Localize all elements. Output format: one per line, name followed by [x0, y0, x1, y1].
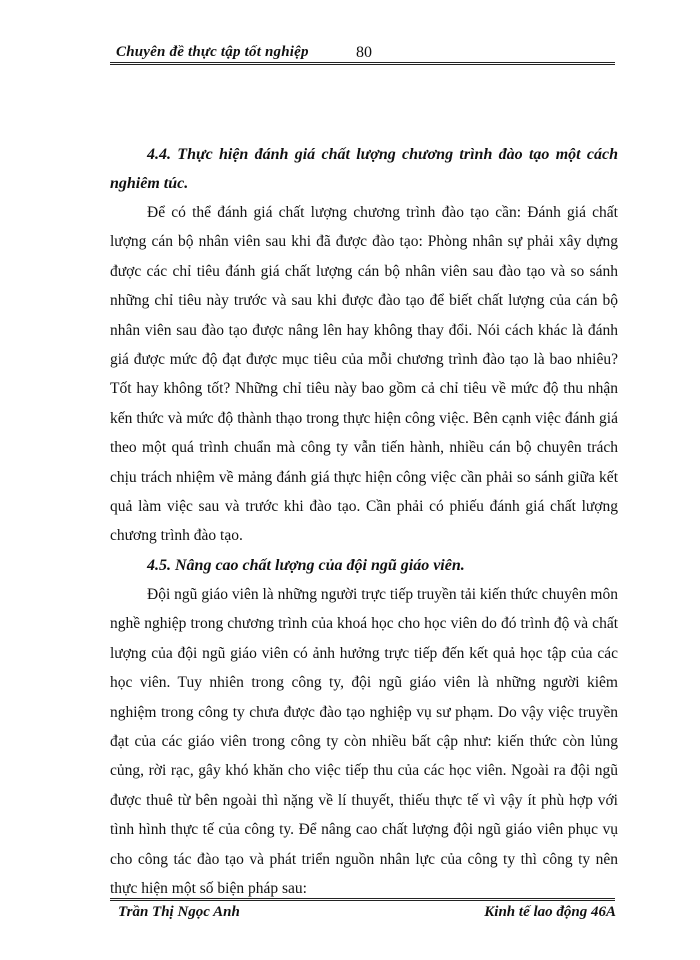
footer-author: Trần Thị Ngọc Anh: [118, 904, 240, 920]
footer-divider: [110, 898, 615, 901]
section-heading: 4.5. Nâng cao chất lượng của đội ngũ giáo viên.: [147, 556, 465, 574]
section-paragraph: Đội ngũ giáo viên là những người trực tiếp truyền tải kiến thức chuyên môn nghề nghiệp trong chương trình của khoá học cho học viên do đó trình độ và chất lượng của đội ngũ giáo viên có ảnh hưởng trực tiếp đến kết quả học tập của các học viên. Tuy nhiên trong công ty, đội ngũ giáo viên là những người kiêm nghiệm trong công ty chưa được đào tạo nghiệp vụ sư phạm. Do vậy việc truyền đạt của các giáo viên trong công ty còn nhiều bất cập như: kiến thức còn lủng củng, rời rạc, gây khó khăn cho việc tiếp thu của các học viên. Ngoài ra đội ngũ được thuê từ bên ngoài thì nặng về lí thuyết, thiếu thực tế vì vậy ít phù hợp với tình hình thực tế của công ty. Để nâng cao chất lượng đội ngũ giáo viên phục vụ cho công tác đào tạo và phát triển nguồn nhân lực của công ty thì công ty nên thực hiện một số biện pháp sau:: [110, 585, 618, 897]
section-heading: 4.4. Thực hiện đánh giá chất lượng chương trình đào tạo một cách nghiêm túc.: [110, 146, 618, 192]
section-paragraph: Để có thể đánh giá chất lượng chương trình đào tạo cần: Đánh giá chất lượng cán bộ nhân viên sau khi đã được đào tạo: Phòng nhân sự phải xây dựng được các chỉ tiêu đánh giá chất lượng cán bộ nhân viên sau đào tạo và so sánh những chỉ tiêu này trước và sau khi được đào tạo để biết chất lượng của cán bộ nhân viên sau đào tạo được nâng lên hay không thay đổi. Nói cách khác là đánh giá được mức độ đạt được mục tiêu của mỗi chương trình đào tạo là bao nhiêu? Tốt hay không tốt? Những chỉ tiêu này bao gồm cả chỉ tiêu về mức độ thu nhận kến thức và mức độ thành thạo trong thực hiện công việc. Bên cạnh việc đánh giá theo một quá trình chuẩn mà công ty vẫn tiến hành, nhiều cán bộ chuyên trách chịu trách nhiệm về mảng đánh giá thực hiện công việc cần phải so sánh giữa kết quả làm việc sau và trước khi đào tạo. Cần phải có phiếu đánh giá chất lượng chương trình đào tạo.: [110, 204, 618, 545]
footer-class: Kinh tế lao động 46A: [484, 904, 616, 920]
page-number: 80: [356, 44, 372, 61]
document-body: [110, 140, 618, 903]
header-title: Chuyên đề thực tập tốt nghiệp: [116, 44, 309, 60]
header-divider: [110, 62, 615, 65]
